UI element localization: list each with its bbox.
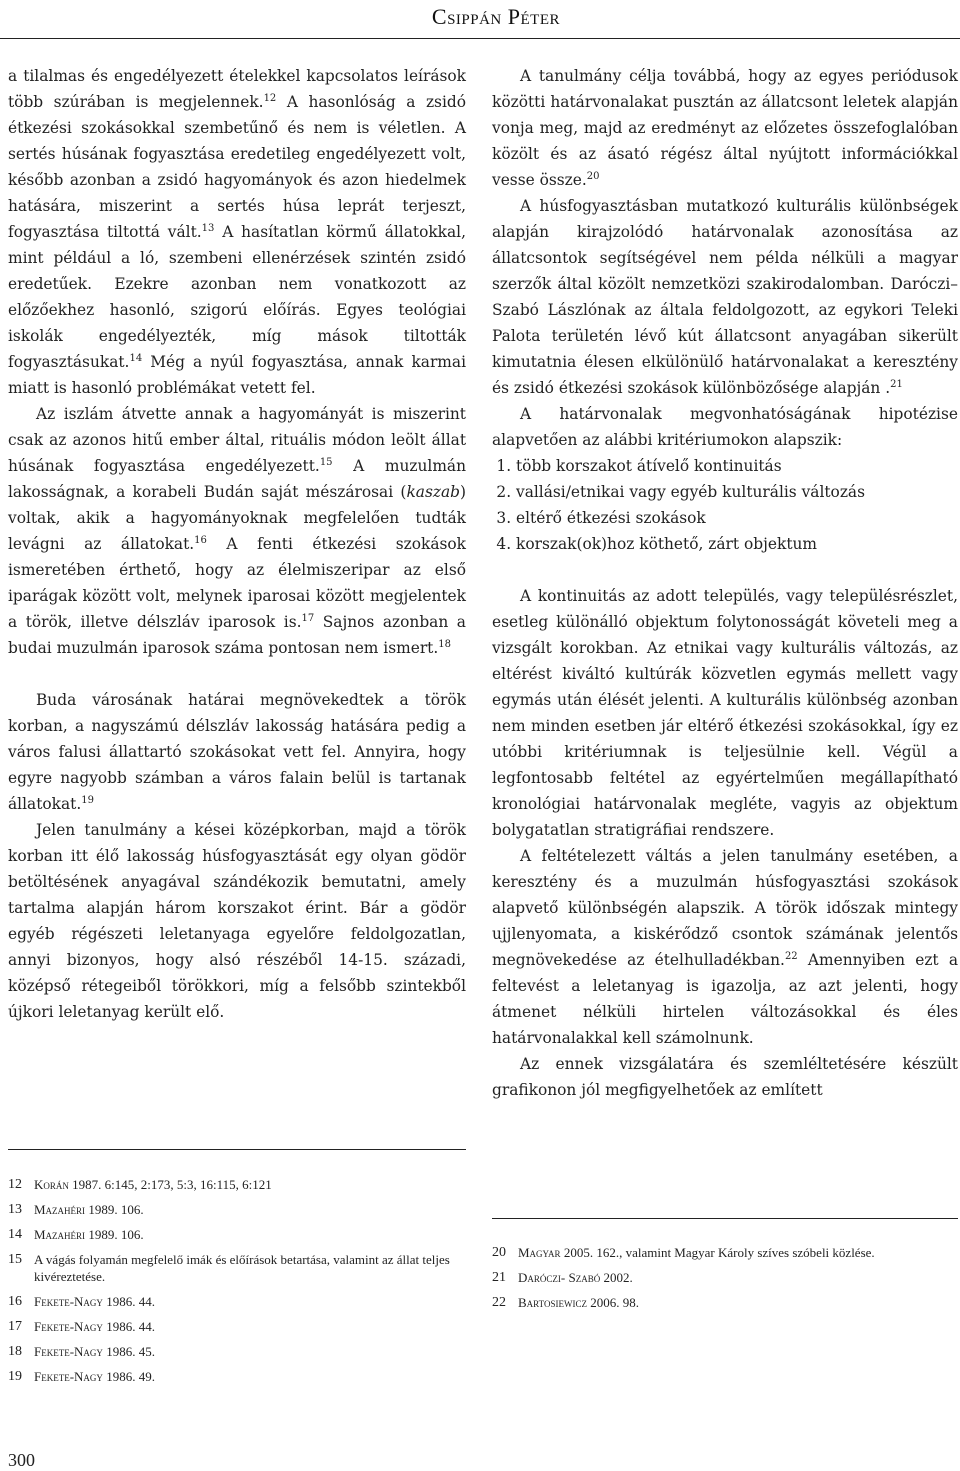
footnote (8, 1201, 466, 1218)
text-run: 2005. 162., valamint Magyar Károly szíves szóbeli közlése. (560, 1245, 875, 1260)
text-run: 1986. 44. (102, 1319, 155, 1334)
text-run: A hasítatlan körmű állatokkal, mint például a ló, szembeni ellenérzések szintén zsidó eredetűek. Ezekre azonban nem vonatkozott az előzőekhez hasonló, szigorú előírás. Egyes teológiai iskolák engedélyezték, míg mások tiltották fogyasztásukat. (8, 223, 466, 371)
footnote-text (518, 1269, 958, 1286)
text-run: Jelen tanulmány a kései középkorban, majd a török korban itt élő lakosság húsfogyasztását egy olyan gödör betöltésének anyagával szándékozik bemutatni, amely tartalma alapján három korszakot érint. Bár a gödör egyéb régészeti leletanyaga egyelőre feldolgozatlan, annyi bizonyos, hogy alsó részéből 14-15. századi, középső rétegeiből törökkori, míg a felsőbb szintekből újkori leletanyag került elő. (8, 821, 466, 1021)
footnote-text (34, 1176, 466, 1193)
criteria-item: 3. eltérő étkezési szokások (516, 505, 958, 531)
footnote-ref: 18 (438, 639, 451, 650)
author-name: Bartosiewicz (518, 1295, 587, 1310)
footnote-ref: 21 (890, 379, 903, 390)
running-header-author: Csippán Péter (431, 4, 560, 29)
text-run: 1989. 106. (85, 1227, 144, 1242)
paragraph (492, 401, 958, 453)
text-run: 1986. 44. (102, 1294, 155, 1309)
footnote-divider-left (8, 1149, 466, 1150)
author-name: Fekete-Nagy (34, 1319, 103, 1334)
footnote-number: 13 (8, 1202, 22, 1217)
footnote-text (518, 1294, 958, 1311)
author-name: Mazahéri (34, 1227, 86, 1242)
author-name: Fekete-Nagy (34, 1294, 103, 1309)
text-run: 2006. 98. (586, 1295, 639, 1310)
paragraph (492, 583, 958, 843)
footnote-number: 20 (492, 1245, 506, 1260)
text-run: 1986. 45. (102, 1344, 155, 1359)
paragraph (492, 843, 958, 1051)
footnote-text (34, 1343, 466, 1360)
text-run: a tilalmas és engedélyezett ételekkel kapcsolatos leírások több szúrában is megjelennek. (8, 67, 466, 111)
footnote (8, 1318, 466, 1335)
author-name: Magyar (518, 1245, 561, 1260)
paragraph (492, 1051, 958, 1103)
footnote (8, 1251, 466, 1285)
footnote-text (34, 1201, 466, 1218)
author-name: Mazahéri (34, 1202, 86, 1217)
text-run: Amennyiben ezt a feltevést a leletanyag is igazolja, az azt jelenti, hogy átmenet nélküli hirtelen változásokkal és éles határvonalakkal kell számolnunk. (492, 951, 959, 1047)
text-run: A határvonalak megvonhatóságának hipotézise alapvetően az alábbi kritériumokon alapszik: (492, 405, 958, 449)
text-run: 1986. 49. (102, 1369, 155, 1384)
footnote (8, 1176, 466, 1193)
text-run: 1989. 106. (85, 1202, 144, 1217)
text-run: 1987. 6:145, 2:173, 5:3, 16:115, 6:121 (68, 1177, 272, 1192)
text-run: Az ennek vizsgálatára és szemléltetésére készült grafikonon jól megfigyelhetőek az említett (492, 1055, 958, 1099)
text-run: Sajnos azonban a budai muzulmán iparosok száma pontosan nem ismert. (8, 613, 466, 657)
footnote (492, 1244, 958, 1261)
footnote (8, 1368, 466, 1385)
paragraph (8, 63, 466, 401)
footnote-text (34, 1293, 466, 1310)
paragraph (492, 63, 958, 193)
footnote-text (34, 1226, 466, 1243)
footnote (492, 1269, 958, 1286)
footnote-ref: 22 (784, 951, 798, 962)
footnote-number: 15 (8, 1252, 22, 1267)
footnote (8, 1343, 466, 1360)
text-run: A tanulmány célja továbbá, hogy az egyes periódusok közötti határvonalakat pusztán az állatcsont leletek alapján vonja meg, majd az eredményt az előzetes összefoglalóban közölt és az ásató régész által nyújtott információkkal vesse össze. (492, 67, 958, 189)
text-run: A vágás folyamán megfelelő imák és előírások betartása, valamint az állat teljes kivéreztetése. (34, 1252, 450, 1284)
text-run: A feltételezett váltás a jelen tanulmány esetében, a keresztény és a muzulmán húsfogyasztási szokások alapvető különbségén alapszik. A török időszak mintegy ujjlenyomata, a kiskérődző csontok számának jelentős megnövekedése az ételhulladékban. (492, 847, 958, 969)
footnote-ref: 12 (263, 93, 277, 104)
footnote-text (34, 1251, 466, 1285)
footnote-number: 19 (8, 1369, 22, 1384)
left-text-column (8, 63, 466, 1025)
author-name: Daróczi- Szabó (518, 1270, 601, 1285)
footnote (492, 1294, 958, 1311)
footnote-number: 12 (8, 1177, 22, 1192)
author-name: Fekete-Nagy (34, 1344, 103, 1359)
footnote-ref: 17 (301, 613, 315, 624)
criteria-item: 2. vallási/etnikai vagy egyéb kulturális változás (516, 479, 958, 505)
footnote-number: 14 (8, 1227, 22, 1242)
footnote-number: 18 (8, 1344, 22, 1359)
footnote (8, 1226, 466, 1243)
footnote-ref: 13 (201, 223, 215, 234)
footnote-ref: 16 (194, 535, 207, 546)
footnote-divider-right (492, 1218, 958, 1219)
paragraph (8, 401, 466, 661)
footnote-number: 21 (492, 1270, 506, 1285)
text-run: A hasonlóság a zsidó étkezési szokásokkal szembetűnő és nem is véletlen. A sertés húsának fogyasztása eredetileg engedélyezett volt, később azonban a zsidó hagyományok és azon hiedelmek hatására, miszerint a sertés húsa leprát terjeszt, fogyasztása tiltottá vált. (8, 93, 467, 241)
footnote-number: 17 (8, 1319, 22, 1334)
criteria-item: 1. több korszakot átívelő kontinuitás (516, 453, 958, 479)
text-run: Buda városának határai megnövekedtek a török korban, a nagyszámú délszláv lakosság hatására pedig a város falusi állattartó szokásokat vett fel. Annyira, hogy egyre nagyobb számban a város falain belül is tartanak állatokat. (8, 691, 466, 813)
right-text-column (492, 63, 958, 1103)
footnote-number: 22 (492, 1295, 506, 1310)
footnote (8, 1293, 466, 1310)
page-number: 300 (8, 1450, 35, 1470)
text-run: Az iszlám átvette annak a hagyományát is miszerint csak az azonos hitű ember által, rituális módon leölt állat húsának fogyasztása engedélyezett. (8, 405, 466, 475)
italic-term: kaszab (406, 483, 460, 501)
criteria-item: 4. korszak(ok)hoz köthető, zárt objektum (516, 531, 958, 557)
paragraph (8, 817, 466, 1025)
text-run: A kontinuitás az adott település, vagy településrészlet, esetleg különálló objektum folytonosságát követeli meg a vizsgált korokban. Az etnikai vagy kulturális változás, az eltérést kiváltó kultúrák közvetlen egymás mellett vagy egymás után élését jelenti. A kulturális különbség azonban nem minden esetben jár eltérő étkezési szokásokkal, így ez utóbbi kritériumnak is teljesülnie kell. Végül a legfontosabb feltétel az egyértelműen megállapítható kronológiai határvonalak megléte, vagyis az objektum bolygatatlan stratigráfiai rendszere. (492, 587, 958, 839)
footnote-text (34, 1318, 466, 1335)
footnotes-right (492, 1244, 958, 1319)
footnote-number: 16 (8, 1294, 22, 1309)
text-run: 2002. (600, 1270, 633, 1285)
text-run: A fenti étkezési szokások ismeretében érthető, hogy az élelmiszeripar az első iparágak között volt, melynek iparosai között megjelentek a török, illetve délszláv iparosok is. (8, 535, 466, 631)
paragraph (8, 687, 466, 817)
header-divider (0, 38, 960, 39)
footnote-ref: 19 (81, 795, 94, 806)
footnote-ref: 15 (319, 457, 333, 468)
footnote-ref: 20 (586, 171, 600, 182)
text-run: A muzulmán lakosságnak, a korabeli Budán saját mészárosai ( (8, 457, 467, 501)
text-run: ) voltak, akik a hagyományoknak megfelelően tudták levágni az állatokat. (8, 483, 466, 553)
footnote-text (518, 1244, 958, 1261)
paragraph (492, 193, 958, 401)
footnote-ref: 14 (129, 353, 143, 364)
criteria-list (492, 453, 958, 557)
author-name: Korán (34, 1177, 69, 1192)
footnote-text (34, 1368, 466, 1385)
footnotes-left (8, 1176, 466, 1393)
text-run: A húsfogyasztásban mutatkozó kulturális különbségek alapján kirajzolódó határvonalak azonosítása az állatcsontok segítségével nem példa nélküli a magyar szerzők által közölt nemzetközi szakirodalomban. Daróczi–Szabó Lászlónak az általa feldolgozott, az egykori Teleki Palota területén lévő kút állatcsont anyagában sikerült kimutatnia élesen elkülönülő határvonalakat a keresztény és zsidó étkezési szokások különbözősége alapján . (492, 197, 958, 397)
text-run: Még a nyúl fogyasztása, annak karmai miatt is hasonló problémákat vetett fel. (8, 353, 466, 397)
author-name: Fekete-Nagy (34, 1369, 103, 1384)
